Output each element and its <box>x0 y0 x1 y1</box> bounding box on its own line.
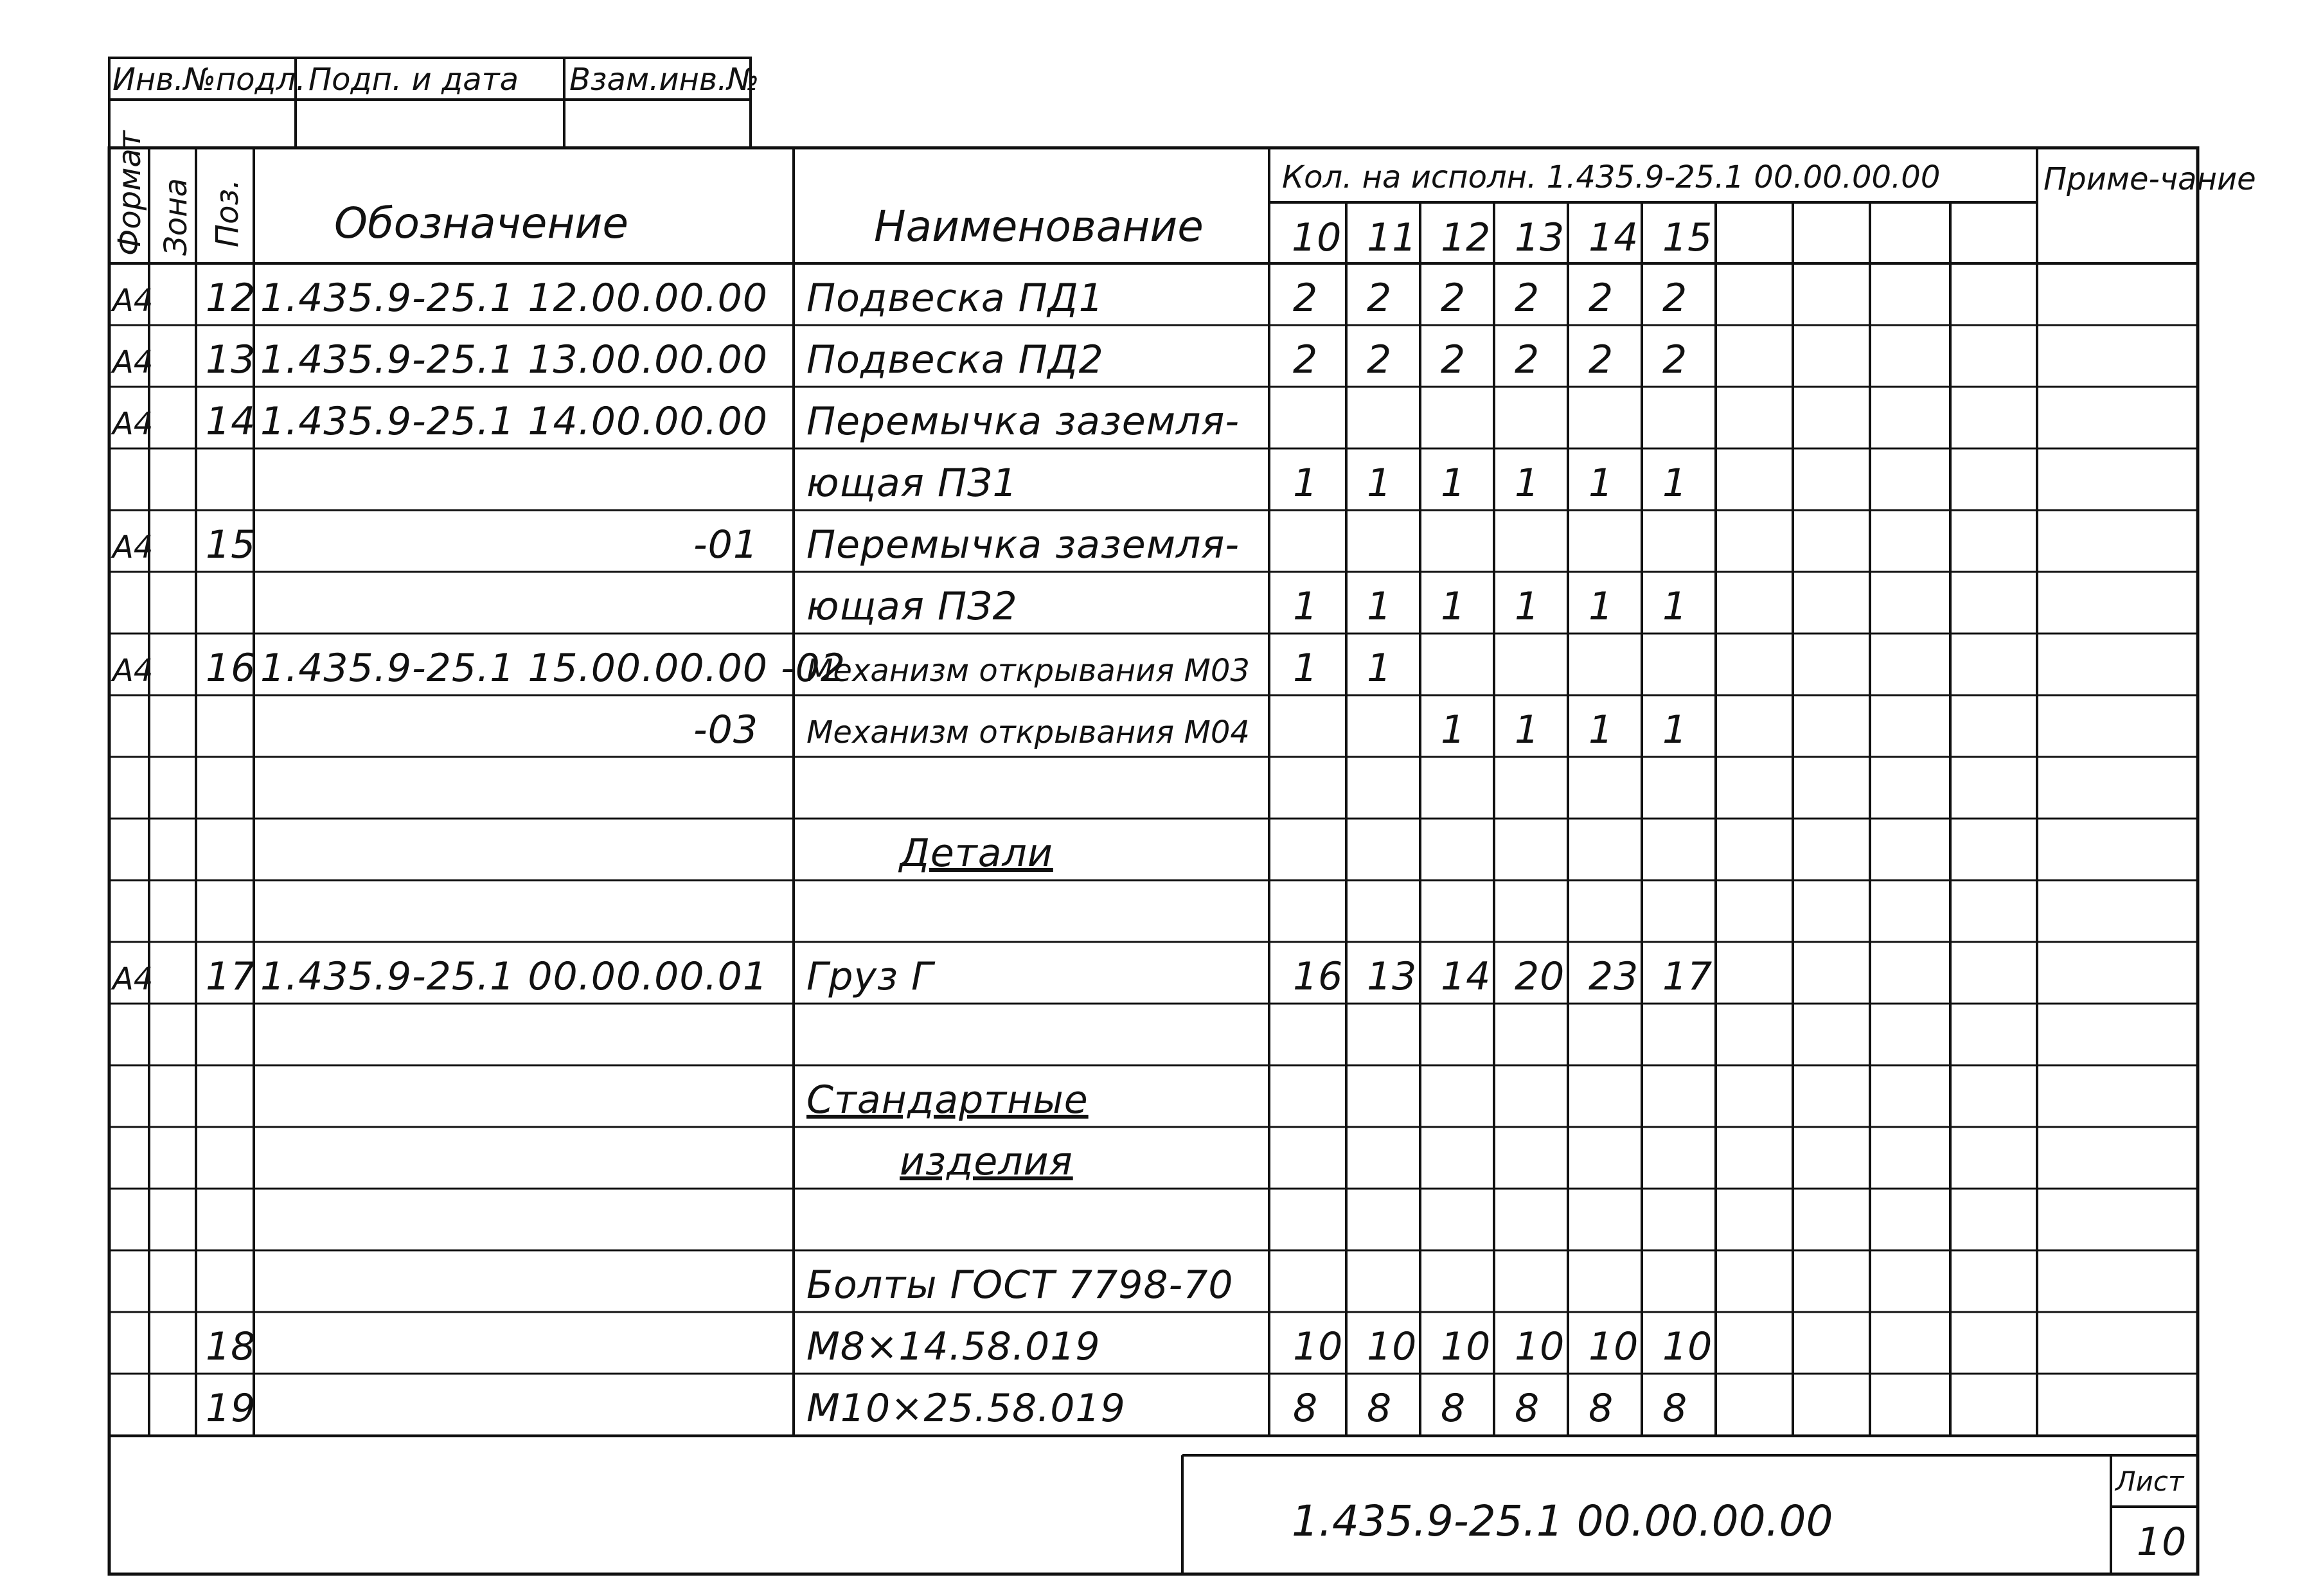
stamp-sign-date: Подп. и дата <box>308 62 519 98</box>
row-format: А4 <box>112 406 154 442</box>
row-qty: 16 <box>1293 954 1344 999</box>
header-format: Формат <box>112 130 148 256</box>
row-pos: 13 <box>206 337 256 382</box>
row-format: А4 <box>112 653 154 689</box>
row-format: А4 <box>112 344 154 380</box>
row-qty: 1 <box>1441 707 1466 752</box>
variant-headers <box>1292 215 1713 260</box>
row-designation: 1.435.9-25.1 15.00.00.00 -02 <box>260 646 846 691</box>
row-qty: 2 <box>1441 337 1466 382</box>
row-name: Стандартные <box>806 1077 1089 1122</box>
row-qty: 1 <box>1441 461 1466 506</box>
row-name: Перемычка заземля- <box>806 522 1240 567</box>
row-name: Подвеска ПД1 <box>806 276 1104 321</box>
row-name: Болты ГОСТ 7798-70 <box>806 1263 1234 1308</box>
header-pos: Поз. <box>209 179 245 247</box>
row-qty: 1 <box>1441 584 1466 629</box>
row-qty: 1 <box>1589 461 1614 506</box>
row-qty: 1 <box>1293 646 1319 691</box>
row-pos: 19 <box>206 1386 256 1431</box>
row-name: изделия <box>900 1139 1073 1184</box>
row-qty: 1 <box>1515 461 1540 506</box>
row-designation: 1.435.9-25.1 13.00.00.00 <box>260 337 768 382</box>
row-qty: 2 <box>1662 337 1688 382</box>
sheet-number: 10 <box>2137 1520 2187 1565</box>
row-name: Механизм открывания М03 <box>806 653 1250 689</box>
row-pos: 17 <box>206 954 256 999</box>
row-qty: 1 <box>1662 461 1688 506</box>
row-format: А4 <box>112 529 154 565</box>
row-qty: 1 <box>1293 461 1319 506</box>
row-name: Груз Г <box>806 954 934 999</box>
row-qty: 1 <box>1515 584 1540 629</box>
row-qty: 13 <box>1367 954 1418 999</box>
row-pos: 18 <box>206 1324 256 1369</box>
row-qty: 2 <box>1293 276 1319 321</box>
row-qty: 2 <box>1293 337 1319 382</box>
row-qty: 1 <box>1367 584 1393 629</box>
row-qty: 8 <box>1367 1386 1393 1431</box>
title-block-lines <box>109 1436 2198 1574</box>
row-format: А4 <box>112 961 154 997</box>
row-designation: 1.435.9-25.1 12.00.00.00 <box>260 276 768 321</box>
row-qty: 2 <box>1589 276 1614 321</box>
row-designation: 1.435.9-25.1 14.00.00.00 <box>260 399 768 444</box>
row-name: Детали <box>900 831 1053 876</box>
row-name: ющая ПЗ1 <box>806 461 1018 506</box>
row-qty: 10 <box>1441 1324 1491 1369</box>
variant-header: 11 <box>1367 215 1418 260</box>
row-qty: 2 <box>1367 337 1393 382</box>
row-designation: -01 <box>693 522 758 567</box>
row-name: Перемычка заземля- <box>806 399 1240 444</box>
sheet-label: Лист <box>2115 1466 2184 1497</box>
row-qty: 1 <box>1662 707 1688 752</box>
variant-header: 14 <box>1589 215 1639 260</box>
row-qty: 8 <box>1662 1386 1688 1431</box>
row-pos: 16 <box>206 646 256 691</box>
row-name: Подвеска ПД2 <box>806 337 1104 382</box>
row-qty: 1 <box>1367 461 1393 506</box>
row-qty: 2 <box>1515 276 1540 321</box>
doc-code: 1.435.9-25.1 00.00.00.00 <box>1292 1496 1833 1546</box>
row-qty: 2 <box>1441 276 1466 321</box>
header-name: Наименование <box>874 202 1204 251</box>
row-pos: 14 <box>206 399 256 444</box>
row-qty: 1 <box>1589 707 1614 752</box>
row-qty: 1 <box>1515 707 1540 752</box>
row-qty: 10 <box>1293 1324 1344 1369</box>
row-qty: 17 <box>1662 954 1713 999</box>
row-qty: 1 <box>1589 584 1614 629</box>
row-name: ющая ПЗ2 <box>806 584 1018 629</box>
row-qty: 2 <box>1367 276 1393 321</box>
variant-header: 13 <box>1515 215 1565 260</box>
row-qty: 8 <box>1441 1386 1466 1431</box>
row-pos: 12 <box>206 276 256 321</box>
row-qty: 1 <box>1293 584 1319 629</box>
stamp-replaced-inv: Взам.инв.№ <box>569 62 760 98</box>
stamp-inv-no: Инв.№подл. <box>112 62 306 98</box>
row-qty: 8 <box>1293 1386 1319 1431</box>
row-qty: 20 <box>1515 954 1565 999</box>
row-name: М8×14.58.019 <box>806 1324 1101 1369</box>
row-qty: 23 <box>1589 954 1639 999</box>
row-qty: 2 <box>1662 276 1688 321</box>
variant-header: 12 <box>1441 215 1491 260</box>
variant-header: 10 <box>1292 215 1342 260</box>
row-qty: 10 <box>1367 1324 1418 1369</box>
header-note: Приме-чание <box>2043 161 2256 197</box>
header-zone: Зона <box>158 178 194 256</box>
header-designation: Обозначение <box>334 199 628 248</box>
row-pos: 15 <box>206 522 256 567</box>
row-qty: 2 <box>1589 337 1614 382</box>
row-qty: 14 <box>1441 954 1491 999</box>
row-name: М10×25.58.019 <box>806 1386 1126 1431</box>
row-qty: 10 <box>1662 1324 1713 1369</box>
header-qty-caption: Кол. на исполн. 1.435.9-25.1 00.00.00.00 <box>1282 159 1941 195</box>
row-qty: 2 <box>1515 337 1540 382</box>
row-qty: 10 <box>1589 1324 1639 1369</box>
row-designation: -03 <box>693 707 758 752</box>
row-name: Механизм открывания М04 <box>806 714 1250 750</box>
row-qty: 1 <box>1662 584 1688 629</box>
row-designation: 1.435.9-25.1 00.00.00.01 <box>260 954 768 999</box>
row-qty: 10 <box>1515 1324 1565 1369</box>
variant-header: 15 <box>1662 215 1713 260</box>
row-qty: 8 <box>1589 1386 1614 1431</box>
row-qty: 1 <box>1367 646 1393 691</box>
row-format: А4 <box>112 283 154 319</box>
row-qty: 8 <box>1515 1386 1540 1431</box>
